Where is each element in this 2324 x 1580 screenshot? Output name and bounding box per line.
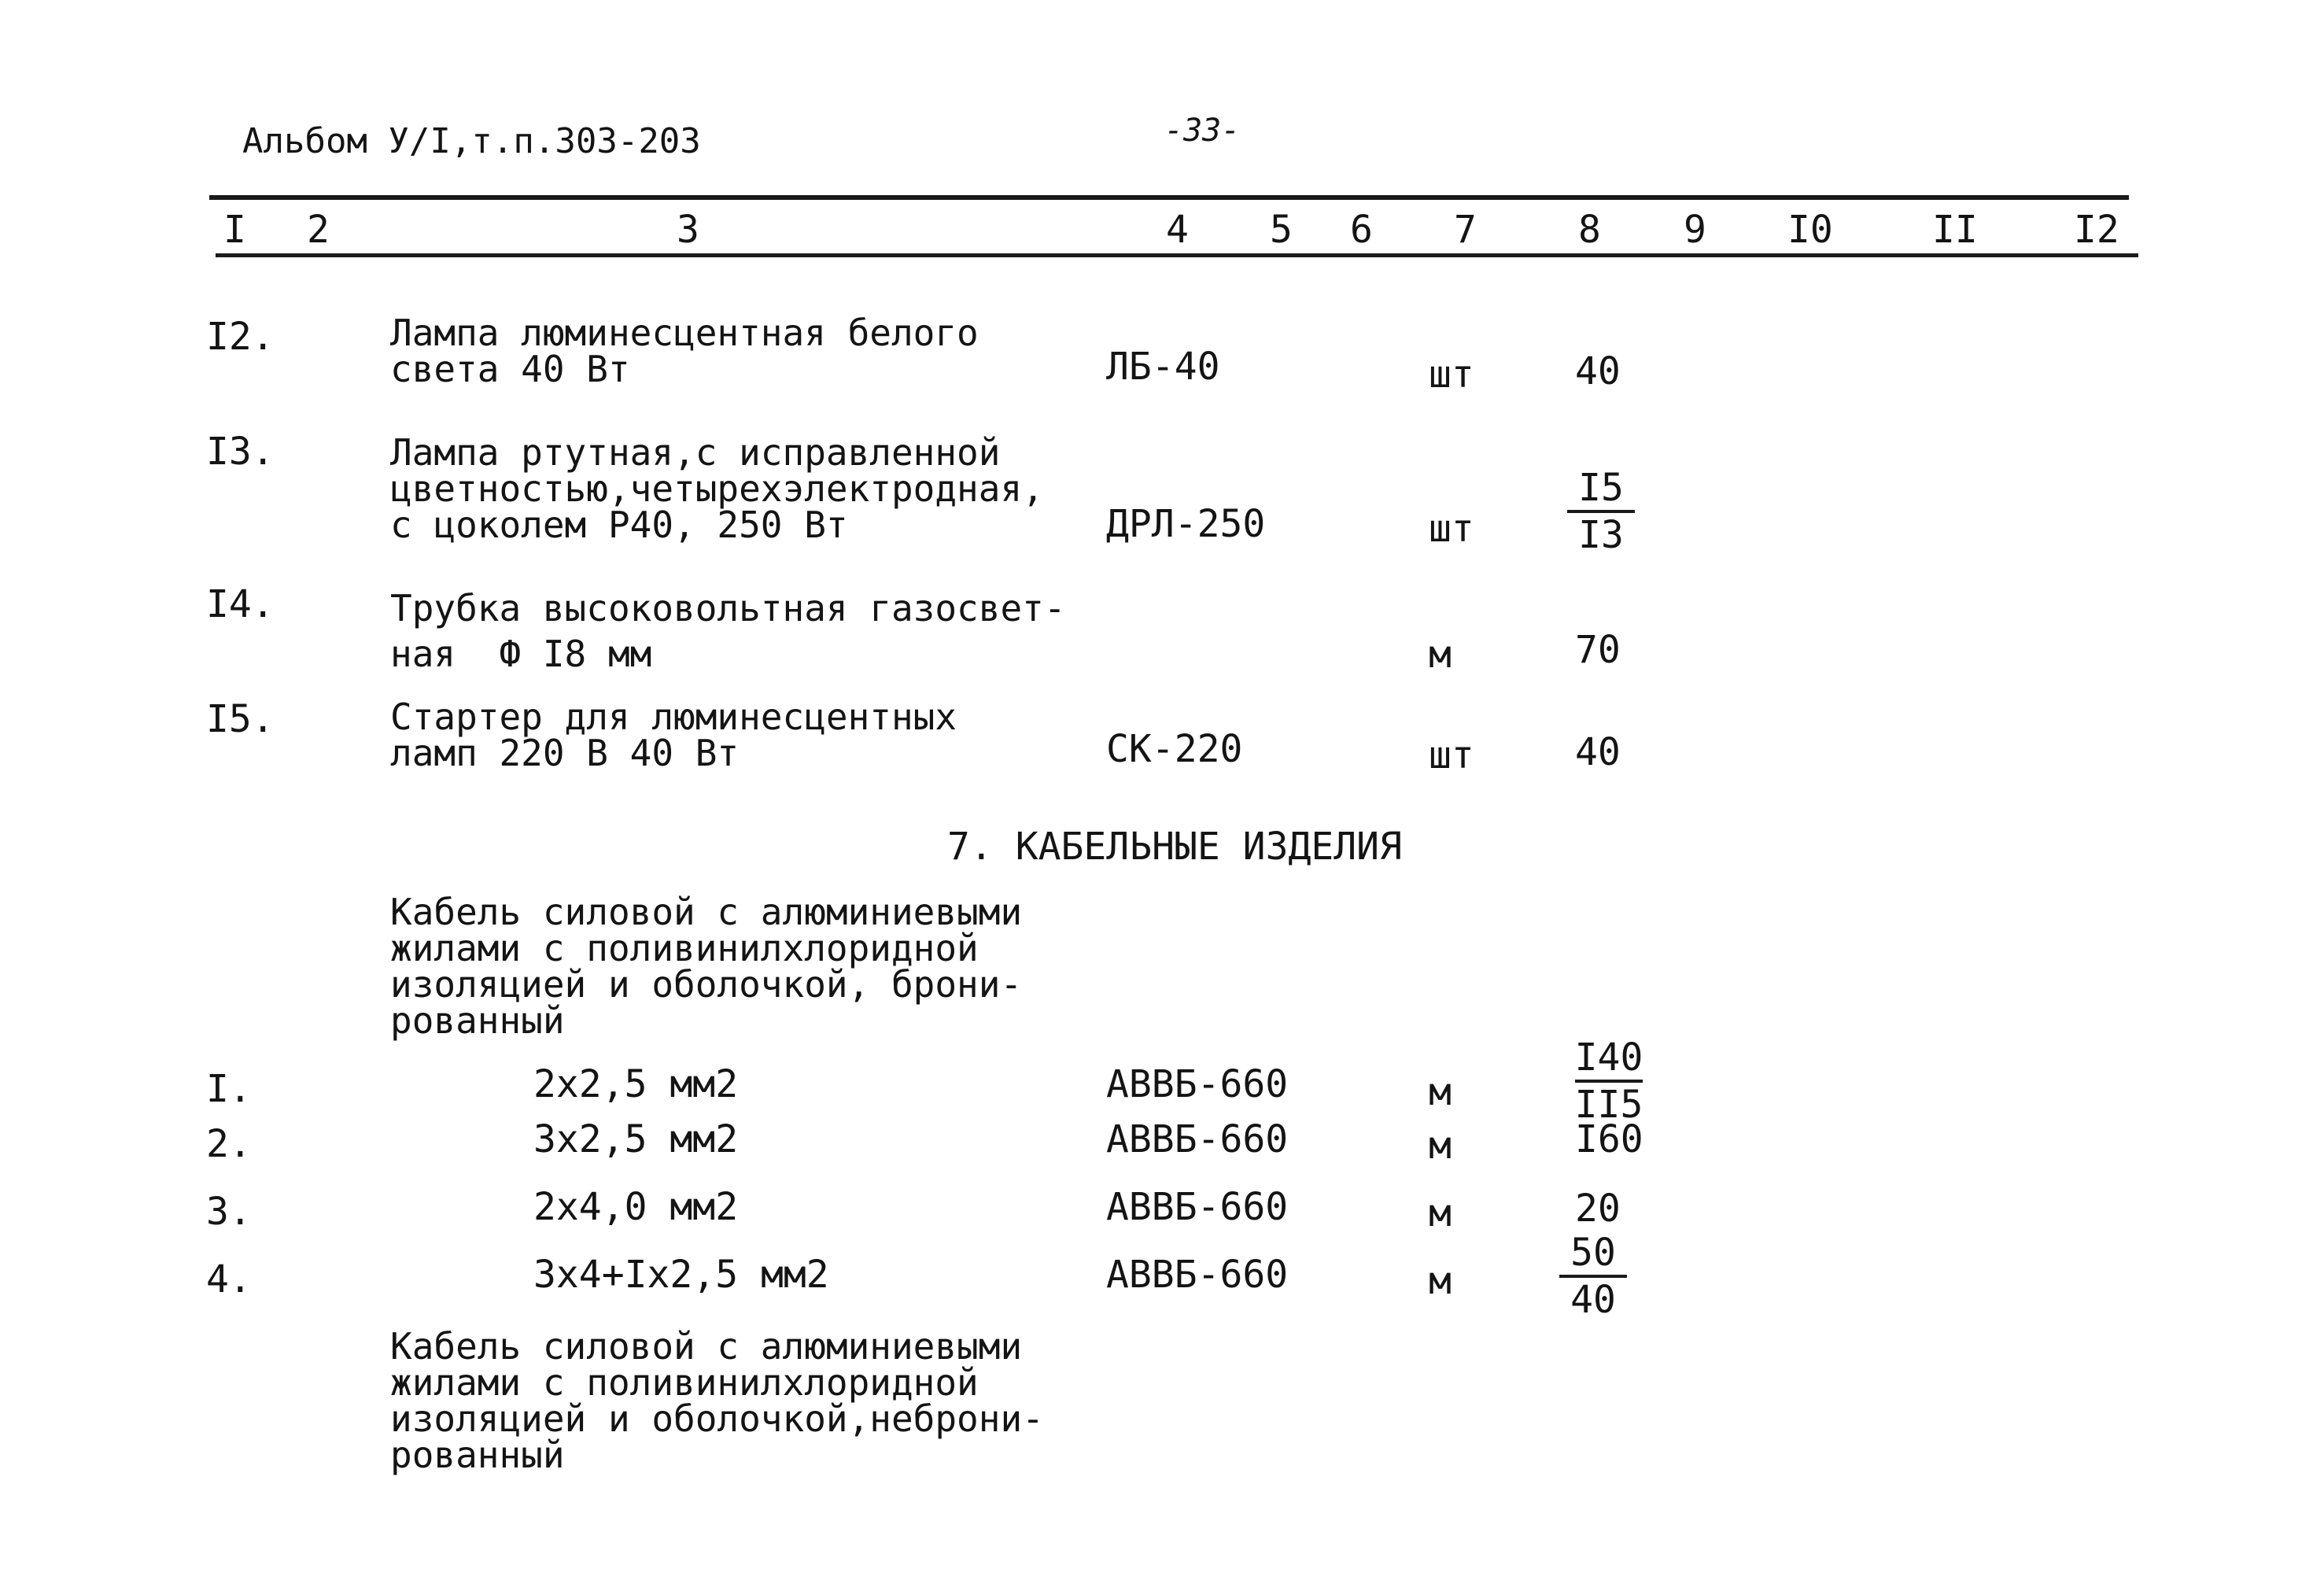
item-quantity-fraction: [1573, 1035, 1644, 1127]
column-number: 8: [1578, 208, 1601, 252]
fraction-numerator: 50: [1570, 1231, 1616, 1275]
item-unit: м: [1429, 1070, 1452, 1114]
item-type: АВВБ-660: [1106, 1062, 1289, 1106]
column-number: 4: [1166, 208, 1189, 252]
item-quantity-fraction: [1566, 466, 1636, 557]
row-number: 4.: [206, 1257, 252, 1301]
row-number: I4.: [206, 582, 275, 626]
item-unit: шт: [1429, 507, 1474, 551]
header-bottom-rule: [216, 253, 2138, 257]
item-unit: м: [1429, 1259, 1452, 1303]
fraction-numerator: I5: [1578, 466, 1624, 510]
item-quantity: 70: [1575, 628, 1621, 672]
fraction-numerator: I40: [1574, 1035, 1643, 1080]
item-unit: м: [1429, 1191, 1452, 1235]
column-number: 6: [1350, 208, 1373, 252]
item-type: АВВБ-660: [1106, 1117, 1289, 1161]
item-description: Лампа люминесцентная белого света 40 Вт: [390, 312, 979, 390]
column-number: 7: [1454, 208, 1477, 252]
column-number: II: [1932, 208, 1978, 252]
cable-size: 2х2,5 мм2: [533, 1062, 739, 1106]
row-number: I3.: [206, 430, 275, 474]
item-unit: м: [1429, 633, 1452, 677]
row-number: I5.: [206, 697, 275, 741]
column-number: I0: [1787, 208, 1833, 252]
fraction-denominator: I3: [1578, 513, 1624, 557]
item-quantity: 40: [1575, 349, 1621, 393]
item-unit: м: [1429, 1124, 1452, 1168]
column-number: I: [223, 208, 246, 252]
column-number: I2: [2074, 208, 2119, 252]
column-number: 5: [1270, 208, 1293, 252]
fraction-denominator: II5: [1574, 1083, 1643, 1127]
page-number: -33-: [1164, 113, 1241, 149]
row-number: I2.: [206, 315, 275, 359]
album-reference: Альбом У/I,т.п.303-203: [242, 121, 701, 161]
item-quantity: I60: [1575, 1117, 1643, 1161]
cable-size: 3х2,5 мм2: [533, 1117, 739, 1161]
item-type: ЛБ-40: [1106, 345, 1220, 389]
row-number: 3.: [206, 1190, 252, 1234]
item-quantity: 20: [1575, 1187, 1621, 1231]
item-type: АВВБ-660: [1106, 1185, 1289, 1229]
column-number: 2: [307, 208, 330, 252]
item-description: Трубка высоковольтная газосвет- ная Ф I8 мм: [390, 587, 1066, 675]
item-description: Стартер для люминесцентных ламп 220 В 40 Вт: [390, 696, 957, 774]
item-quantity: 40: [1575, 730, 1621, 774]
row-number: I.: [206, 1067, 252, 1111]
column-number: 9: [1684, 208, 1706, 252]
item-type: ДРЛ-250: [1106, 502, 1266, 546]
header-top-rule: [209, 195, 2129, 200]
row-number: 2.: [206, 1122, 252, 1166]
item-description: Лампа ртутная,с исправленной цветностью,четырехэлектродная, с цоколем Р40, 250 Вт: [390, 431, 1044, 546]
section-intro: Кабель силовой с алюминиевыми жилами с поливинилхлоридной изоляцией и оболочкой,неброни- рованный: [390, 1325, 1044, 1476]
fraction-denominator: 40: [1570, 1278, 1616, 1322]
item-type: СК-220: [1106, 727, 1243, 771]
cable-size: 2х4,0 мм2: [533, 1185, 739, 1229]
column-number: 3: [677, 208, 699, 252]
section-title: 7. КАБЕЛЬНЫЕ ИЗДЕЛИЯ: [947, 825, 1402, 869]
section-intro: Кабель силовой с алюминиевыми жилами с поливинилхлоридной изоляцией и оболочкой, брони- рованный: [390, 891, 1023, 1042]
cable-size: 3х4+Iх2,5 мм2: [533, 1253, 829, 1297]
item-type: АВВБ-660: [1106, 1253, 1289, 1297]
item-unit: шт: [1429, 733, 1474, 777]
item-unit: шт: [1429, 353, 1474, 397]
item-quantity-fraction: [1558, 1231, 1629, 1322]
